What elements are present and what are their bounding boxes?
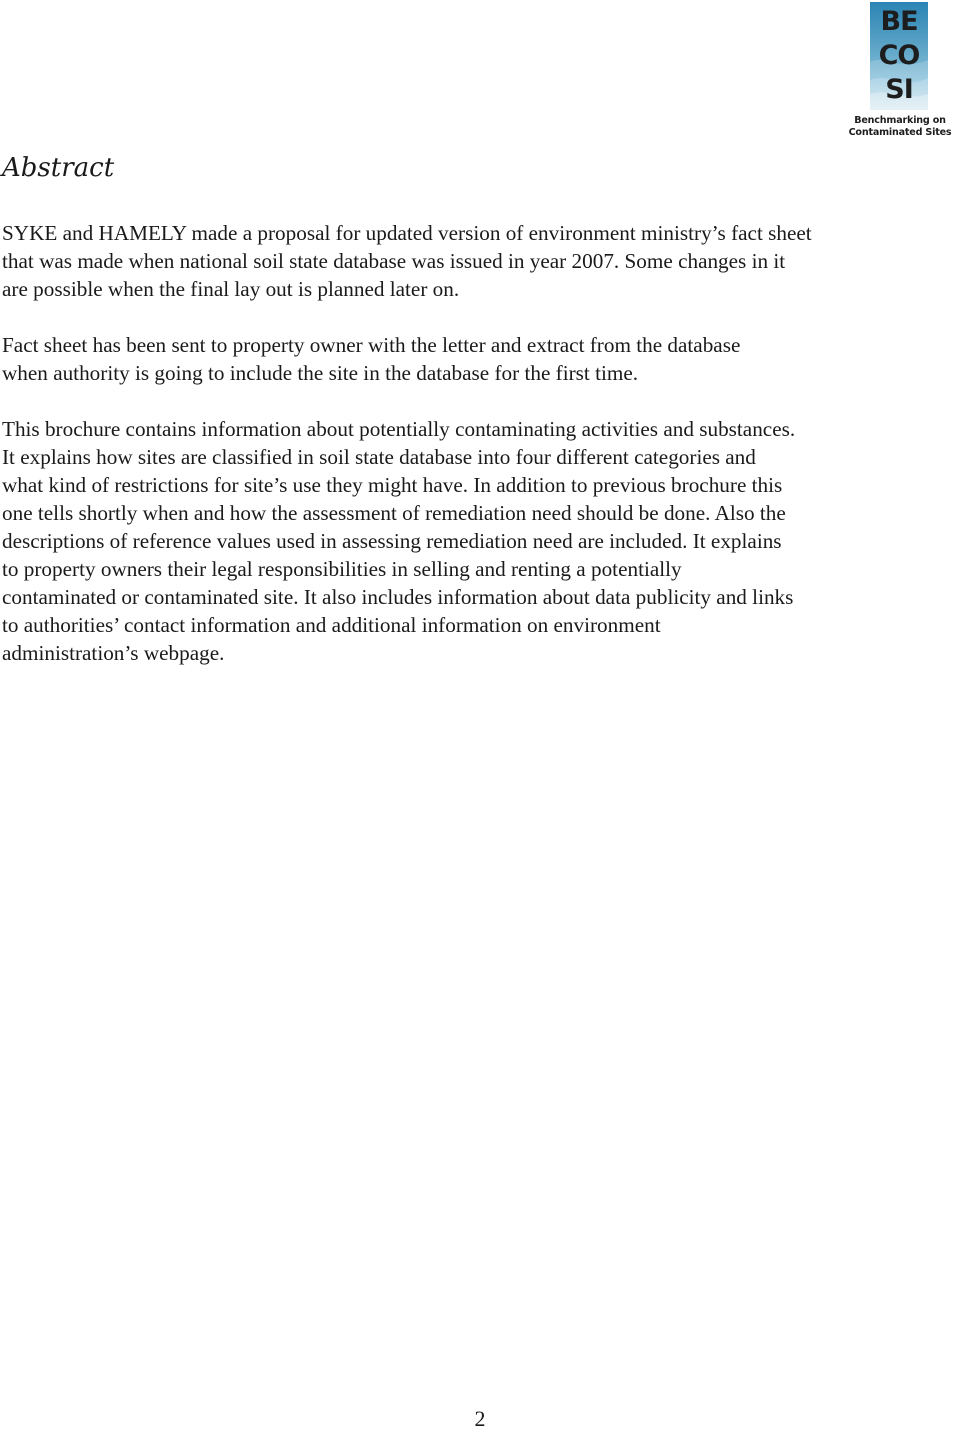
text-line: This brochure contains information about potentially contaminating activities and substances. [2,417,796,441]
text-line: It explains how sites are classified in soil state database into four different categories and [2,445,756,469]
logo-letters-row-2: CO [878,40,920,71]
text-line: what kind of restrictions for site’s use they might have. In addition to previous brochure this [2,473,783,497]
logo-caption-line-1: Benchmarking on [854,115,946,126]
page-number: 2 [474,1406,486,1431]
paragraph-intro [2,219,960,303]
text-line: to property owners their legal responsibilities in selling and renting a potentially [2,557,682,581]
paragraph-spacer [2,387,960,415]
text-line: Fact sheet has been sent to property owner with the letter and extract from the database [2,333,741,357]
logo-caption-line-2: Contaminated Sites [848,127,952,138]
text-line: when authority is going to include the site in the database for the first time. [2,361,639,385]
text-line: one tells shortly when and how the assessment of remediation need should be done. Also the [2,501,786,525]
paragraph-brochure [2,415,960,667]
paragraph-spacer [2,303,960,331]
text-line: are possible when the final lay out is planned later on. [2,277,460,301]
text-line: administration’s webpage. [2,641,225,665]
logo-caption [848,115,952,139]
text-line: to authorities’ contact information and additional information on environment [2,613,661,637]
paragraph-fact-sheet [2,331,960,387]
logo-letters [870,5,928,107]
abstract-body [2,219,960,667]
page-heading: Abstract [2,153,115,183]
logo-letters-row-1: BE [880,6,918,37]
text-line: descriptions of reference values used in assessing remediation need are included. It explains [2,529,782,553]
logo-mark [870,2,928,110]
text-line: that was made when national soil state database was issued in year 2007. Some changes in it [2,249,786,273]
text-line: contaminated or contaminated site. It also includes information about data publicity and links [2,585,794,609]
becosi-logo [848,0,952,146]
text-line: SYKE and HAMELY made a proposal for updated version of environment ministry’s fact sheet [2,221,812,245]
logo-letters-row-3: SI [885,74,913,105]
